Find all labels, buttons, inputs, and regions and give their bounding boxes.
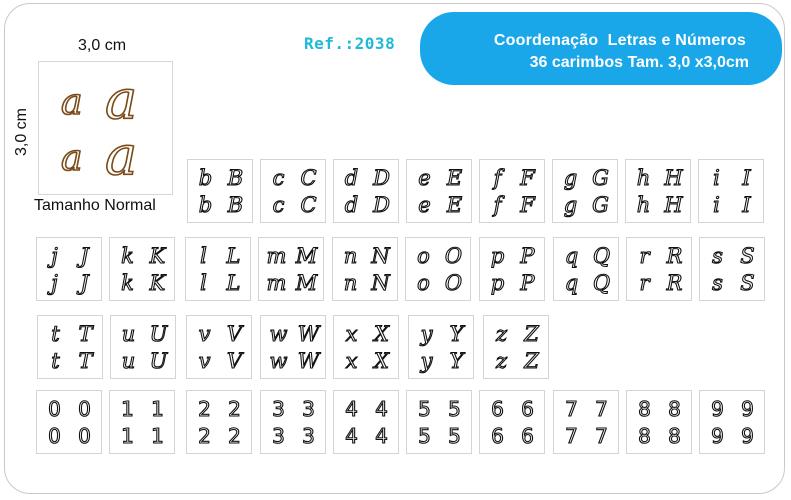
stamp-card — [260, 159, 326, 223]
stamp-card — [553, 390, 619, 454]
stamp-card — [553, 237, 619, 301]
stamp-glyph-lower: r — [639, 271, 650, 295]
stamp-glyph-lower: p — [490, 244, 505, 268]
stamp-glyph-upper: 5 — [448, 397, 461, 421]
stamp-glyph-upper: W — [297, 322, 320, 346]
stamp-glyph-lower: f — [493, 193, 502, 217]
stamp-card — [625, 159, 691, 223]
stamp-card — [333, 315, 399, 379]
stamp-glyph-upper: 3 — [302, 397, 315, 421]
stamp-card — [483, 315, 549, 379]
title-line-1: Coordenação Letras e Números — [493, 32, 746, 49]
stamp-glyph-upper: G — [592, 193, 609, 217]
sample-caption: Tamanho Normal — [34, 197, 156, 214]
stamp-glyph-upper: 6 — [521, 397, 534, 421]
stamp-glyph-upper: G — [592, 166, 609, 190]
stamp-card — [406, 390, 472, 454]
stamp-card — [479, 159, 545, 223]
stamp-glyph-lower: c — [272, 166, 285, 190]
stamp-glyph-lower: 4 — [345, 424, 358, 448]
stamp-glyph-lower: w — [269, 349, 288, 373]
stamp-glyph-lower: w — [269, 322, 288, 346]
stamp-glyph-lower: o — [417, 244, 430, 268]
stamp-glyph-upper: J — [80, 271, 89, 295]
stamp-glyph-lower: h — [636, 166, 651, 190]
stamp-glyph-lower: t — [51, 322, 60, 346]
stamp-glyph-upper: Q — [592, 244, 611, 268]
stamp-glyph-lower: m — [266, 244, 287, 268]
stamp-glyph-upper: C — [300, 193, 317, 217]
stamp-glyph-upper: 7 — [595, 397, 608, 421]
stamp-glyph-upper: J — [80, 244, 89, 268]
stamp-glyph-upper: I — [742, 166, 751, 190]
stamp-glyph-upper: Z — [524, 322, 539, 346]
stamp-glyph-lower: m — [266, 271, 287, 295]
stamp-card — [258, 237, 324, 301]
stamp-glyph-lower: 8 — [638, 397, 651, 421]
stamp-card — [698, 159, 764, 223]
title-banner — [420, 12, 782, 85]
stamp-card — [479, 390, 545, 454]
stamp-glyph-lower: d — [344, 166, 359, 190]
stamp-glyph-lower: 5 — [418, 424, 431, 448]
stamp-glyph-lower: x — [345, 349, 358, 373]
stamp-glyph-upper: H — [664, 166, 683, 190]
sample-glyph-large-top: a — [105, 68, 138, 131]
stamp-glyph-lower: z — [495, 349, 508, 373]
stamp-glyph-upper: 7 — [595, 424, 608, 448]
stamp-glyph-lower: 7 — [565, 397, 578, 421]
stamp-glyph-lower: j — [51, 244, 58, 268]
stamp-card — [699, 237, 765, 301]
stamp-glyph-upper: V — [226, 349, 243, 373]
stamp-glyph-lower: 4 — [345, 397, 358, 421]
stamp-glyph-lower: g — [563, 193, 578, 217]
stamp-glyph-upper: B — [227, 193, 244, 217]
stamp-glyph-lower: 0 — [48, 424, 61, 448]
stamp-glyph-lower: d — [344, 193, 359, 217]
stamp-card — [185, 237, 251, 301]
stamp-card — [406, 159, 472, 223]
stamp-glyph-upper: B — [227, 166, 244, 190]
stamp-glyph-lower: x — [345, 322, 358, 346]
stamp-glyph-upper: C — [300, 166, 317, 190]
stamp-glyph-lower: 6 — [491, 397, 504, 421]
stamp-glyph-upper: Y — [449, 349, 464, 373]
stamp-glyph-upper: U — [149, 322, 168, 346]
stamp-glyph-lower: j — [51, 271, 58, 295]
height-dimension-label: 3,0 cm — [13, 108, 30, 157]
title-line-2: 36 carimbos Tam. 3,0 x3,0cm — [529, 54, 749, 71]
stamp-glyph-lower: 6 — [491, 424, 504, 448]
stamp-card — [260, 390, 326, 454]
stamp-glyph-upper: 5 — [448, 424, 461, 448]
stamp-glyph-upper: W — [297, 349, 320, 373]
stamp-glyph-lower: n — [343, 244, 358, 268]
stamp-glyph-lower: 1 — [121, 424, 134, 448]
stamp-glyph-lower: 9 — [711, 424, 724, 448]
stamp-glyph-upper: 6 — [521, 424, 534, 448]
stamp-glyph-upper: 0 — [78, 397, 91, 421]
stamp-glyph-lower: s — [712, 244, 723, 268]
stamp-glyph-upper: 9 — [741, 424, 754, 448]
stamp-card — [186, 315, 252, 379]
stamp-glyph-lower: y — [420, 349, 433, 373]
stamp-glyph-upper: E — [446, 166, 463, 190]
stamp-glyph-upper: 2 — [228, 397, 241, 421]
stamp-glyph-upper: 2 — [228, 424, 241, 448]
stamp-card — [109, 237, 175, 301]
stamp-glyph-lower: q — [564, 244, 579, 268]
stamp-glyph-upper: P — [520, 271, 535, 295]
stamp-glyph-upper: M — [295, 271, 318, 295]
stamp-glyph-lower: e — [418, 193, 431, 217]
stamp-glyph-upper: P — [520, 244, 535, 268]
stamp-glyph-lower: k — [121, 244, 134, 268]
stamp-glyph-upper: S — [740, 271, 755, 295]
stamp-glyph-upper: R — [666, 271, 683, 295]
stamp-glyph-upper: X — [374, 322, 389, 346]
stamp-glyph-lower: l — [200, 244, 207, 268]
stamp-glyph-upper: 0 — [78, 424, 91, 448]
stamp-glyph-upper: Z — [524, 349, 539, 373]
stamp-glyph-lower: 8 — [638, 424, 651, 448]
stamp-glyph-lower: g — [563, 166, 578, 190]
stamp-glyph-lower: b — [198, 166, 213, 190]
stamp-glyph-lower: 5 — [418, 397, 431, 421]
stamp-glyph-lower: 7 — [565, 424, 578, 448]
stamp-glyph-lower: k — [121, 271, 134, 295]
stamp-glyph-lower: b — [198, 193, 213, 217]
stamp-glyph-upper: H — [664, 193, 683, 217]
stamp-glyph-upper: 8 — [668, 424, 681, 448]
stamp-glyph-lower: y — [420, 322, 433, 346]
stamp-glyph-lower: z — [495, 322, 508, 346]
stamp-glyph-upper: Y — [449, 322, 464, 346]
stamp-glyph-upper: 4 — [375, 397, 388, 421]
stamp-glyph-upper: 8 — [668, 397, 681, 421]
stamp-glyph-lower: s — [712, 271, 723, 295]
stamp-glyph-upper: F — [520, 193, 535, 217]
stamp-glyph-upper: F — [520, 166, 535, 190]
stamp-glyph-lower: u — [121, 322, 136, 346]
stamp-card — [110, 315, 176, 379]
stamp-glyph-upper: L — [226, 244, 241, 268]
stamp-glyph-lower: o — [417, 271, 430, 295]
stamp-glyph-upper: Q — [592, 271, 611, 295]
stamp-glyph-lower: l — [200, 271, 207, 295]
stamp-card — [552, 159, 618, 223]
stamp-card — [260, 315, 326, 379]
stamp-glyph-lower: 3 — [272, 424, 285, 448]
stamp-glyph-upper: 1 — [151, 424, 164, 448]
stamp-glyph-upper: R — [666, 244, 683, 268]
stamp-card — [479, 237, 545, 301]
sample-glyph-large-bottom: a — [105, 124, 138, 187]
stamp-glyph-lower: i — [713, 193, 720, 217]
stamp-glyph-upper: X — [374, 349, 389, 373]
stamp-glyph-upper: N — [371, 271, 390, 295]
width-dimension-label: 3,0 cm — [78, 37, 127, 54]
stamp-glyph-upper: T — [78, 322, 93, 346]
stamp-glyph-lower: 3 — [272, 397, 285, 421]
stamp-card — [36, 390, 102, 454]
stamp-card — [109, 390, 175, 454]
stamp-glyph-lower: 2 — [198, 424, 211, 448]
stamp-glyph-upper: 4 — [375, 424, 388, 448]
stamp-glyph-upper: N — [371, 244, 390, 268]
stamp-glyph-lower: q — [564, 271, 579, 295]
stamp-card — [408, 315, 474, 379]
stamp-card — [36, 237, 102, 301]
stamp-glyph-lower: n — [343, 271, 358, 295]
stamp-glyph-lower: u — [121, 349, 136, 373]
reference-code: Ref.:2038 — [304, 34, 396, 53]
stamp-glyph-lower: h — [636, 193, 651, 217]
stamp-glyph-lower: 1 — [121, 397, 134, 421]
stamp-glyph-lower: 0 — [48, 397, 61, 421]
stamp-glyph-lower: v — [198, 322, 211, 346]
stamp-glyph-lower: e — [418, 166, 431, 190]
stamp-glyph-lower: r — [639, 244, 650, 268]
stamp-card — [699, 390, 765, 454]
stamp-glyph-lower: t — [51, 349, 60, 373]
stamp-glyph-lower: f — [493, 166, 502, 190]
stamp-glyph-upper: U — [149, 349, 168, 373]
stamp-card — [626, 237, 692, 301]
stamp-glyph-lower: c — [272, 193, 285, 217]
stamp-glyph-upper: 3 — [302, 424, 315, 448]
stamp-card — [333, 159, 399, 223]
stamp-card — [186, 390, 252, 454]
stamp-glyph-upper: T — [78, 349, 93, 373]
stamp-glyph-lower: i — [713, 166, 720, 190]
stamp-glyph-upper: M — [295, 244, 318, 268]
stamp-card — [405, 237, 471, 301]
stamp-glyph-upper: 1 — [151, 397, 164, 421]
stamp-card — [333, 390, 399, 454]
stamp-glyph-upper: D — [373, 193, 390, 217]
stamp-card — [332, 237, 398, 301]
sample-stamp — [38, 61, 173, 195]
stamp-glyph-lower: p — [490, 271, 505, 295]
sample-glyph-small-top: a — [61, 82, 83, 123]
stamp-glyph-upper: E — [446, 193, 463, 217]
stamp-glyph-upper: 9 — [741, 397, 754, 421]
stamp-glyph-upper: D — [373, 166, 390, 190]
stamp-glyph-lower: v — [198, 349, 211, 373]
stamp-glyph-upper: K — [149, 244, 166, 268]
stamp-card — [37, 315, 103, 379]
stamp-card — [626, 390, 692, 454]
stamp-glyph-upper: K — [149, 271, 166, 295]
stamp-glyph-upper: O — [444, 271, 463, 295]
stamp-glyph-lower: 2 — [198, 397, 211, 421]
sample-glyph-small-bottom: a — [61, 138, 83, 179]
stamp-glyph-lower: 9 — [711, 397, 724, 421]
stamp-glyph-upper: L — [226, 271, 241, 295]
stamp-glyph-upper: I — [742, 193, 751, 217]
stamp-glyph-upper: V — [226, 322, 243, 346]
stamp-glyph-upper: S — [740, 244, 755, 268]
stamp-glyph-upper: O — [444, 244, 463, 268]
stamp-card — [187, 159, 253, 223]
